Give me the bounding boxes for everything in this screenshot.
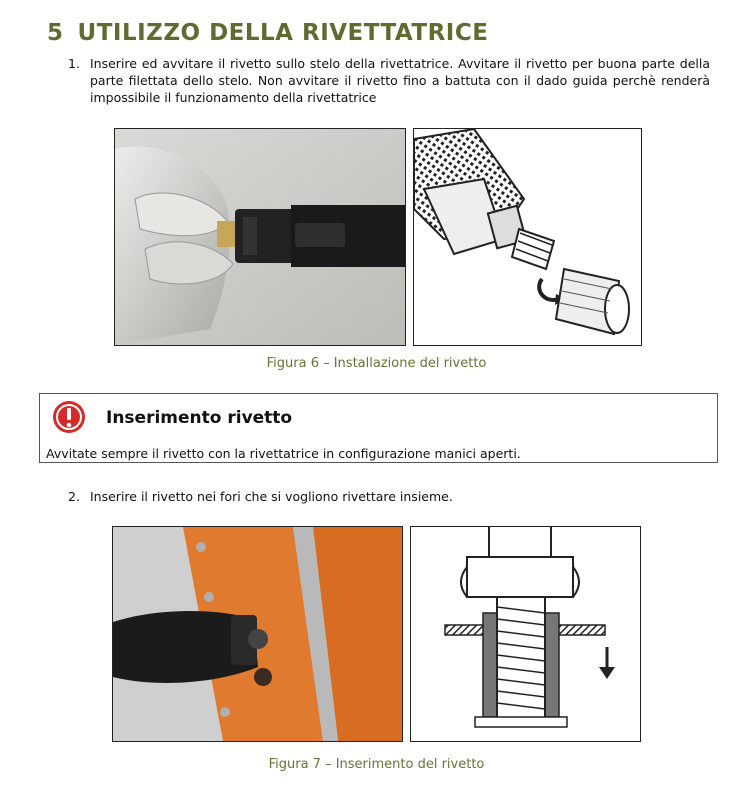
step-1-index: 1. [68,56,80,71]
step-1-text: Inserire ed avvitare il rivetto sullo stelo della rivettatrice. Avvitare il rivetto per buona parte della parte filettata dello stelo. Non avvitare il rivetto fino a battuta con il dado guida perchè renderà impossibile il funzionamento della rivettatrice [90,56,710,105]
figure-6-caption: Figura 6 – Installazione del rivetto [266,356,487,371]
figure-7-drawing [410,526,641,742]
warning-text: Avvitate sempre il rivetto con la rivettatrice in configurazione manici aperti. [46,446,521,461]
exclamation-circle-icon [52,400,86,434]
step-2 [68,488,710,505]
step-2-index: 2. [68,489,80,504]
warning-box [39,393,718,463]
step-1 [68,55,710,106]
step-2-text: Inserire il rivetto nei fori che si vogliono rivettare insieme. [90,489,453,504]
warning-title: Inserimento rivetto [106,408,293,428]
section-title [47,20,488,46]
figure-6-photo [114,128,406,346]
section-number: 5 [47,20,64,46]
figure-6-drawing [413,128,642,346]
figure-7-caption: Figura 7 – Inserimento del rivetto [268,757,485,772]
section-title-text: UTILIZZO DELLA RIVETTATRICE [77,20,489,46]
figure-7-photo [112,526,403,742]
